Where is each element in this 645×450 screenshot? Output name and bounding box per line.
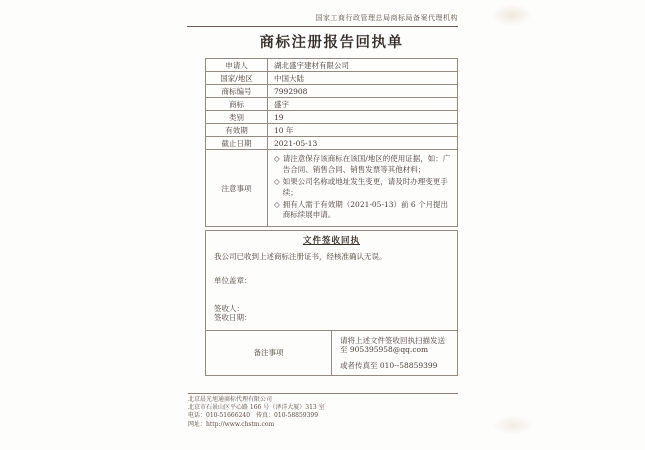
row-value-country: 中国大陆 bbox=[268, 72, 458, 85]
remarks-row bbox=[206, 331, 458, 376]
table-row bbox=[206, 124, 458, 137]
receipt-title: 文件签收回执 bbox=[302, 236, 360, 246]
header-divider bbox=[187, 26, 458, 27]
table-row bbox=[206, 85, 458, 98]
note-item bbox=[274, 177, 452, 199]
note-item bbox=[274, 200, 452, 222]
note-text: 如果公司名称或地址发生变更，请及时办理变更手续； bbox=[282, 176, 448, 197]
note-item bbox=[274, 154, 452, 176]
row-label-country: 国家/地区 bbox=[206, 72, 268, 85]
receipt-table bbox=[205, 230, 458, 376]
notes-cell bbox=[268, 150, 458, 227]
row-label-deadline: 截止日期 bbox=[206, 137, 268, 150]
footer-address: 北京市石景山区平心路 166 号（泽洋大厦）313 室 bbox=[188, 404, 325, 412]
receipt-cell bbox=[206, 231, 458, 331]
row-label-applicant: 申请人 bbox=[206, 59, 268, 72]
remarks-label: 备注事项 bbox=[206, 331, 332, 376]
receipt-confirmation-text: 我公司已收到上述商标注册证书，经核准确认无误。 bbox=[214, 251, 387, 261]
diamond-bullet-icon: ◇ bbox=[274, 176, 280, 186]
footer-company: 北京晨光旭通商标代理有限公司 bbox=[188, 396, 273, 403]
sign-date-label: 签收日期： bbox=[214, 313, 252, 322]
footer-phone-fax: 电话：010-51666240 传真：010-58859399 bbox=[188, 412, 319, 420]
table-row bbox=[206, 59, 458, 72]
receipt-row bbox=[206, 231, 458, 331]
remarks-cell bbox=[332, 331, 458, 376]
scan-smudge bbox=[492, 4, 532, 26]
agency-footer bbox=[188, 393, 458, 429]
row-label-validity: 有效期 bbox=[206, 124, 268, 137]
row-label-notes: 注意事项 bbox=[206, 150, 268, 227]
table-row bbox=[206, 98, 458, 111]
row-value-validity: 10 年 bbox=[268, 124, 458, 137]
table-row bbox=[206, 72, 458, 85]
scan-smudge bbox=[492, 415, 534, 435]
note-text: 请注意保存该商标在该国/地区的使用证据，如：广告合同、销售合同、销售发票等其他材料； bbox=[282, 154, 451, 174]
table-row-notes bbox=[206, 150, 458, 227]
diamond-bullet-icon: ◇ bbox=[274, 154, 280, 163]
row-label-class: 类别 bbox=[206, 111, 268, 124]
row-value-deadline: 2021-05-13 bbox=[268, 137, 458, 150]
note-text: 拥有人需于有效期（2021-05-13）前 6 个月提出商标续展申请。 bbox=[282, 199, 449, 220]
remarks-line-2: 或者传真至 010--58859399 bbox=[340, 360, 438, 370]
row-value-trademark-no: 7992908 bbox=[268, 85, 458, 98]
table-row bbox=[206, 111, 458, 124]
stamp-label: 单位盖章： bbox=[214, 276, 252, 285]
footer-website: 网址：http://www.chstm.com bbox=[188, 420, 275, 428]
table-row bbox=[206, 137, 458, 150]
row-label-trademark-no: 商标编号 bbox=[206, 85, 268, 98]
trademark-info-table bbox=[205, 58, 458, 227]
row-value-applicant: 湖北盛宇建材有限公司 bbox=[268, 59, 458, 72]
signer-label: 签收人： bbox=[214, 304, 244, 314]
diamond-bullet-icon: ◇ bbox=[274, 199, 280, 209]
row-value-trademark: 盛宇 bbox=[268, 98, 458, 111]
row-label-trademark: 商标 bbox=[206, 98, 268, 111]
page-title: 商标注册报告回执单 bbox=[259, 34, 404, 51]
remarks-line-1: 请将上述文件签收回执扫描发送至 905395958@qq.com bbox=[340, 336, 445, 355]
row-value-class: 19 bbox=[268, 111, 458, 124]
agency-record-note: 国家工商行政管理总局商标局备案代理机构 bbox=[315, 14, 458, 22]
